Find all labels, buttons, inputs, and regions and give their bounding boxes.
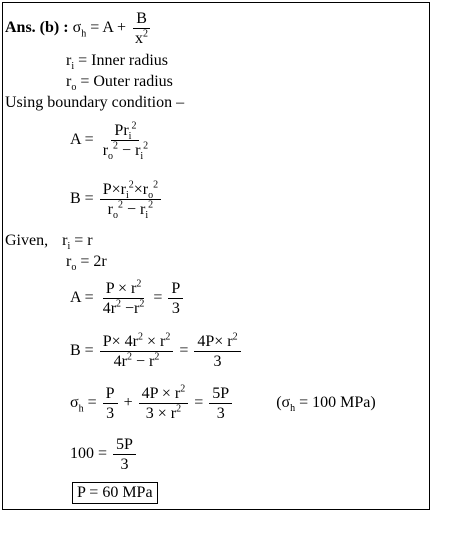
- final-answer: P = 60 MPa: [72, 484, 158, 502]
- given-line: Given, $r_i = r$: [5, 232, 93, 253]
- b-over-x2-fraction: $\frac{B}{x^2}$: [135, 10, 149, 47]
- equation-A-substituted: A = $\frac{P \times r^2}{4r^2 -r^2}$ = $\frac{P}{3}$: [70, 280, 185, 317]
- equation-B-substituted: B = $\frac{P\times 4r^2 \times r^2}{4r^2 - r^2}$ = $\frac{4P\times r^2}{3}$: [70, 333, 243, 370]
- outer-radius-def: $r_o$ = Outer radius: [66, 73, 173, 94]
- equation-A: A = $\frac{Pr_i^2}{r_o^2 - r_i^2}$: [70, 120, 149, 163]
- inner-radius-def: $r_i$ = Inner radius: [66, 52, 168, 73]
- equation-B: B = $\frac{P\times r_i^2\times r_o^2}{r_o^2 - r_i^2}$: [70, 181, 163, 218]
- equation-100: 100 = $\frac{5P}{3}$: [70, 436, 138, 473]
- answer-line: Ans. (b) : $\sigma_h = A$ + $\frac{B}{x^2}$: [5, 10, 153, 47]
- boundary-text: Using boundary condition –: [5, 94, 185, 111]
- equation-sigma: $\sigma_h$ = $\frac{P}{3}$ + $\frac{4P \times r^2}{3 \times r^2}$ = $\frac{5P}{3}$ ($\sigma_h = 100$ MPa): [70, 383, 376, 422]
- answer-label: Ans. (b) :: [5, 19, 69, 37]
- given-ro: $r_o = 2r$: [66, 253, 107, 274]
- sigma-given: ($\sigma_h = 100$ MPa): [276, 394, 376, 415]
